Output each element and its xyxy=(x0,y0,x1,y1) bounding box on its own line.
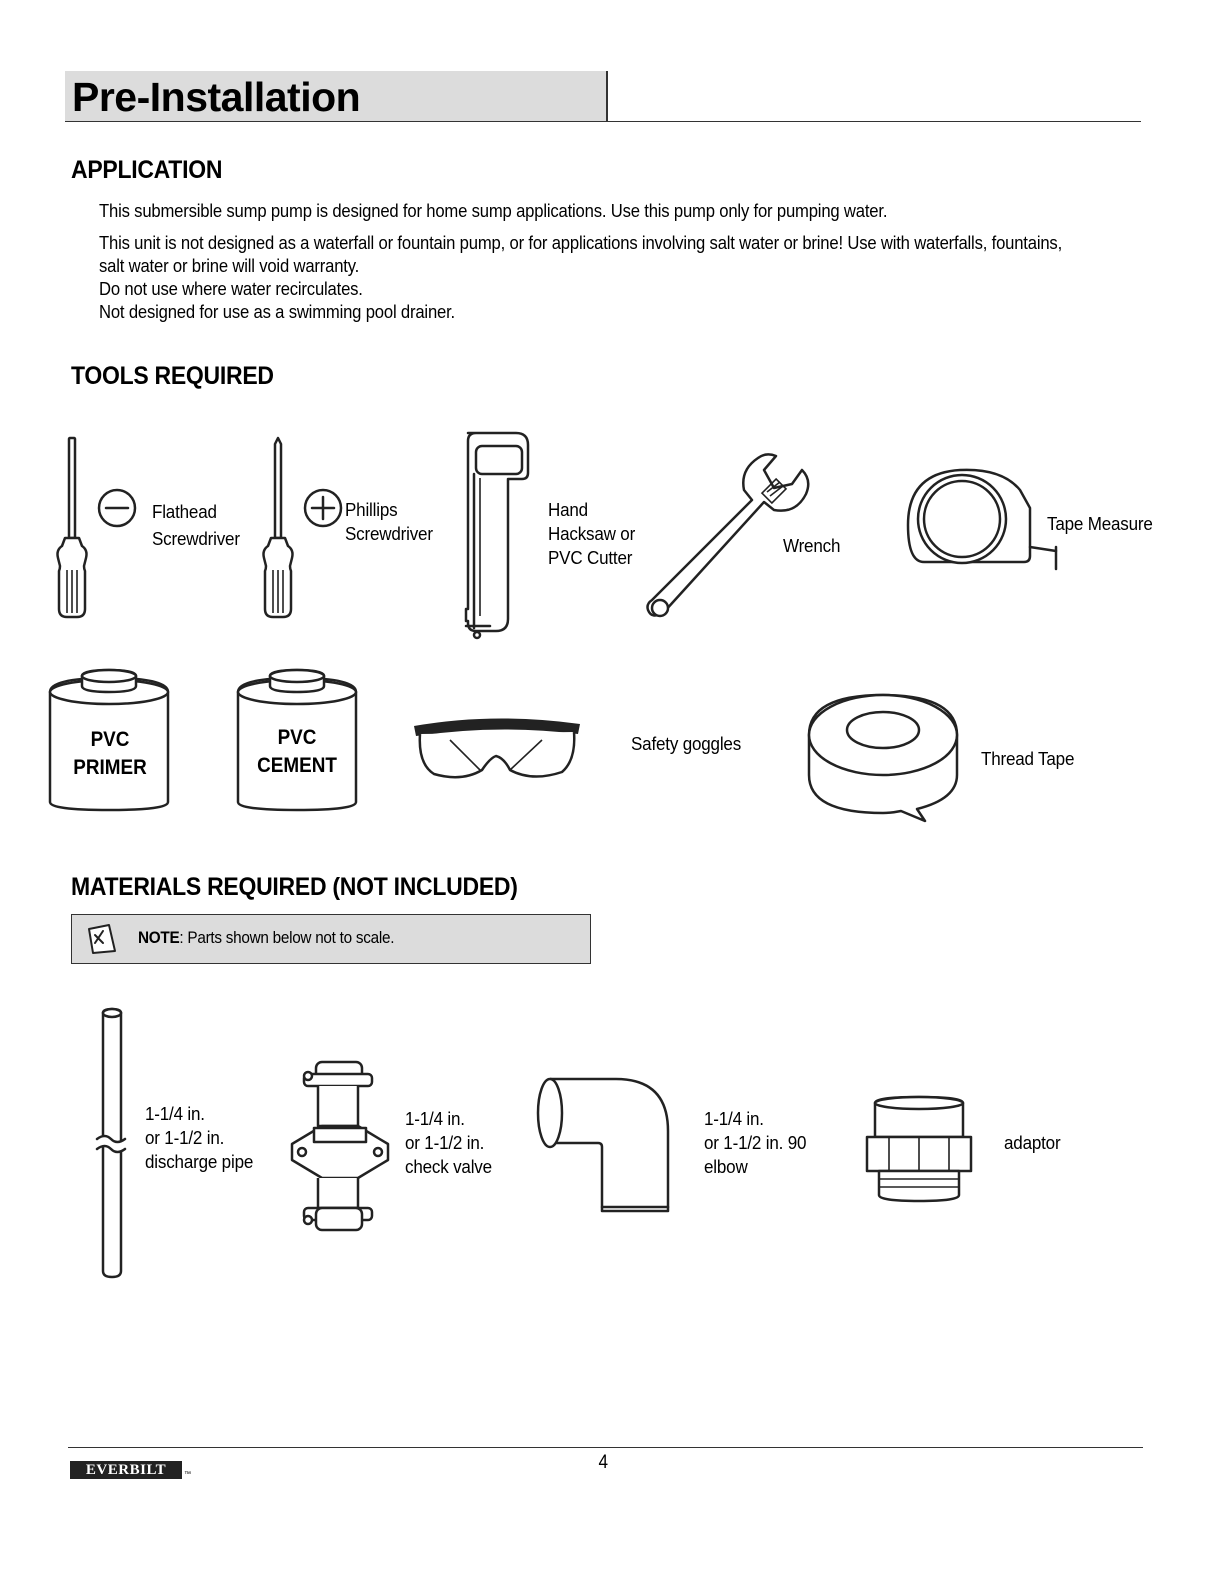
discharge-pipe-icon xyxy=(95,1005,135,1285)
pipe-label: 1-1/4 in. or 1-1/2 in. discharge pipe xyxy=(145,1103,254,1172)
note-text xyxy=(138,928,394,948)
trademark-mark: ™ xyxy=(184,1471,191,1478)
phillips-label: Phillips Screwdriver xyxy=(345,499,433,544)
hacksaw-label: Hand Hacksaw or PVC Cutter xyxy=(548,499,636,568)
tape-measure-icon xyxy=(900,465,1070,575)
application-line-4: Do not use where water recirculates. xyxy=(99,278,363,299)
wrench-label: Wrench xyxy=(783,535,841,556)
pvc-cement-label: PVC CEMENT xyxy=(257,726,337,777)
pvc-primer-label: PVC PRIMER xyxy=(73,728,147,779)
flathead-screwdriver-icon xyxy=(55,435,155,625)
page-title: Pre-Installation xyxy=(72,74,361,120)
hacksaw-icon xyxy=(460,428,540,643)
check-valve-icon xyxy=(288,1058,393,1233)
check-valve-label: 1-1/4 in. or 1-1/2 in. check valve xyxy=(405,1108,492,1177)
goggles-label: Safety goggles xyxy=(631,733,742,754)
everbilt-logo: EVERBILT xyxy=(70,1461,182,1479)
thread-tape-icon xyxy=(805,690,965,825)
title-rule xyxy=(65,121,1141,122)
elbow-label: 1-1/4 in. or 1-1/2 in. 90 elbow xyxy=(704,1108,807,1177)
tape-measure-label: Tape Measure xyxy=(1047,513,1153,534)
adaptor-label: adaptor xyxy=(1004,1132,1061,1153)
elbow-fitting-icon xyxy=(532,1075,677,1215)
tools-heading: TOOLS REQUIRED xyxy=(71,362,274,390)
page-number: 4 xyxy=(598,1452,609,1473)
flathead-label: Flathead Screwdriver xyxy=(152,501,240,549)
application-heading: APPLICATION xyxy=(71,156,223,184)
application-line-2: This unit is not designed as a waterfall or fountain pump, or for applications involving salt water or brine! Use with waterfalls, fountains, xyxy=(99,232,1063,253)
materials-heading: MATERIALS REQUIRED (NOT INCLUDED) xyxy=(71,873,518,901)
note-pencil-icon xyxy=(85,921,119,955)
thread-tape-label: Thread Tape xyxy=(981,748,1075,769)
application-line-1: This submersible sump pump is designed for home sump applications. Use this pump only for pumping water. xyxy=(99,200,888,221)
application-line-5: Not designed for use as a swimming pool drainer. xyxy=(99,301,456,322)
safety-goggles-icon xyxy=(410,710,585,780)
adaptor-fitting-icon xyxy=(865,1095,975,1205)
footer-rule xyxy=(68,1447,1143,1448)
note-label: NOTE xyxy=(138,928,180,947)
note-body: : Parts shown below not to scale. xyxy=(179,928,395,947)
application-line-3: salt water or brine will void warranty. xyxy=(99,255,360,276)
